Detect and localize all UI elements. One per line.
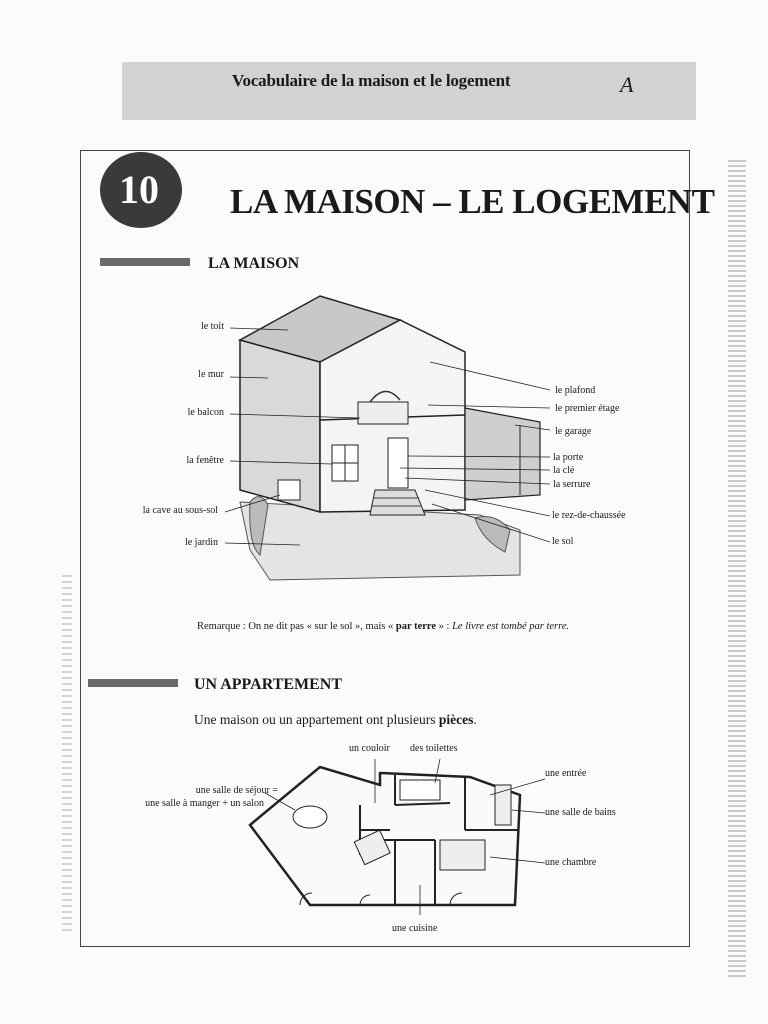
remark-prefix: Remarque : On ne dit pas « sur le sol », mais « xyxy=(197,621,396,632)
label-porte: la porte xyxy=(553,452,584,463)
apartment-sentence xyxy=(194,712,477,728)
label-sol: le sol xyxy=(552,536,574,547)
label-toilettes: des toilettes xyxy=(410,743,458,754)
label-plafond: le plafond xyxy=(555,385,596,396)
header-title: Vocabulaire de la maison et le logement xyxy=(232,71,511,90)
section-bar-apartment xyxy=(88,679,178,687)
label-garage: le garage xyxy=(555,426,592,437)
label-cave: la cave au sous-sol xyxy=(142,505,218,516)
section-heading-house: LA MAISON xyxy=(208,255,300,272)
remark-example: Le livre est tombé par terre. xyxy=(452,621,570,632)
label-salle-de-bains: une salle de bains xyxy=(545,807,616,818)
apartment-floor-plan xyxy=(240,755,550,915)
scan-edge-noise-left xyxy=(62,575,72,935)
label-premier-etage: le premier étage xyxy=(555,403,620,414)
chapter-number: 10 xyxy=(119,167,159,212)
remark-middle: » : xyxy=(436,621,453,632)
sentence-prefix: Une maison ou un appartement ont plusieurs xyxy=(194,712,439,727)
label-jardin: le jardin xyxy=(184,537,218,548)
label-balcon: le balcon xyxy=(187,407,224,418)
chapter-title: LA MAISON – LE LOGEMENT xyxy=(230,182,715,221)
label-serrure: la serrure xyxy=(553,479,591,490)
label-sejour-line2: une salle à manger + un salon xyxy=(145,798,264,809)
label-chambre: une chambre xyxy=(545,857,597,868)
section-heading-apartment: UN APPARTEMENT xyxy=(194,676,343,693)
remark-bold: par terre xyxy=(395,621,437,632)
label-mur: le mur xyxy=(198,369,224,380)
label-cuisine: une cuisine xyxy=(392,923,438,934)
sentence-suffix: . xyxy=(473,712,477,727)
label-toit: le toit xyxy=(200,321,224,332)
section-bar-house xyxy=(100,258,190,266)
label-cle: la clé xyxy=(553,465,575,476)
label-couloir: un couloir xyxy=(349,743,390,754)
label-sejour-line1: une salle de séjour = xyxy=(195,785,278,796)
header-handwritten-mark: A xyxy=(620,72,634,97)
scan-edge-noise xyxy=(728,160,746,980)
house-illustration xyxy=(220,290,550,590)
label-rez-de-chaussee: le rez-de-chaussée xyxy=(552,510,626,521)
label-entree: une entrée xyxy=(545,768,587,779)
sentence-bold: pièces xyxy=(438,712,474,727)
remark xyxy=(197,621,569,632)
label-fenetre: la fenêtre xyxy=(186,455,224,466)
